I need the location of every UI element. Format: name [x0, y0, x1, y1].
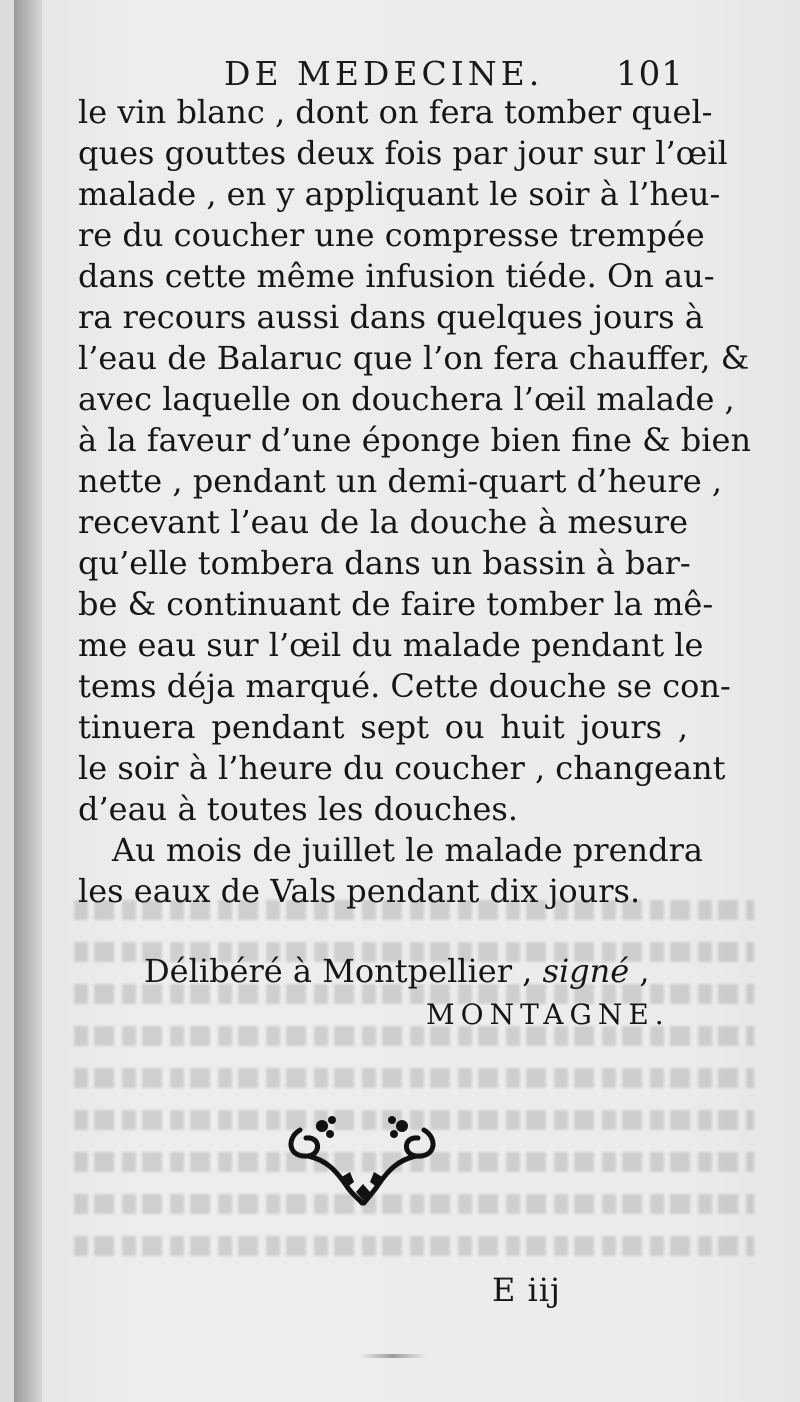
text-line: Au mois de juillet le malade prendra	[112, 831, 703, 869]
text-line: malade , en y appliquant le soir à l’heu-	[78, 175, 721, 213]
signature-mark: E iij	[492, 1271, 561, 1309]
main-text	[78, 92, 752, 912]
text-line: qu’elle tombera dans un bassin à bar-	[78, 544, 691, 582]
text-line: recevant l’eau de la douche à mesure	[78, 503, 688, 541]
text-line: les eaux de Vals pendant dix jours.	[78, 872, 641, 910]
text-line: le vin blanc , dont on fera tomber quel-	[78, 93, 713, 131]
text-line: nette , pendant un demi-quart d’heure ,	[78, 462, 723, 500]
text-line: me eau sur l’œil du malade pendant le	[78, 626, 704, 664]
bottom-scan-mark	[360, 1354, 426, 1358]
text-line: ra recours aussi dans quelques jours à	[78, 298, 704, 336]
text-line: ques gouttes deux fois par jour sur l’œil	[78, 134, 728, 172]
paper-page	[14, 0, 800, 1402]
text-line: le soir à l’heure du coucher , changeant	[78, 749, 726, 787]
deliberation-line	[144, 950, 684, 992]
text-line: be & continuant de faire tomber la mê-	[78, 585, 714, 623]
text-line: tems déja marqué. Cette douche se con-	[78, 667, 731, 705]
deliberation-text: Délibéré à Montpellier ,	[144, 952, 533, 990]
fleuron-ornament-icon	[278, 1108, 448, 1208]
text-line: dans cette même infusion tiéde. On au-	[78, 257, 715, 295]
text-line: avec laquelle on douchera l’œil malade ,	[78, 380, 735, 418]
page-number: 101	[616, 54, 684, 94]
text-line: tinuera pendant sept ou huit jours ,	[78, 708, 688, 746]
text-line: d’eau à toutes les douches.	[78, 790, 519, 828]
signed-word: signé	[542, 952, 630, 990]
running-head: DE MEDECINE.	[224, 54, 544, 93]
signer-name: MONTAGNE.	[426, 998, 670, 1031]
text-line: re du coucher une compresse trempée	[78, 216, 705, 254]
text-line: à la faveur d’une éponge bien fine & bien	[78, 421, 752, 459]
signature-comma: ,	[639, 952, 650, 990]
gutter-shadow	[14, 0, 42, 1402]
text-line: l’eau de Balaruc que l’on fera chauffer, &	[78, 339, 750, 377]
